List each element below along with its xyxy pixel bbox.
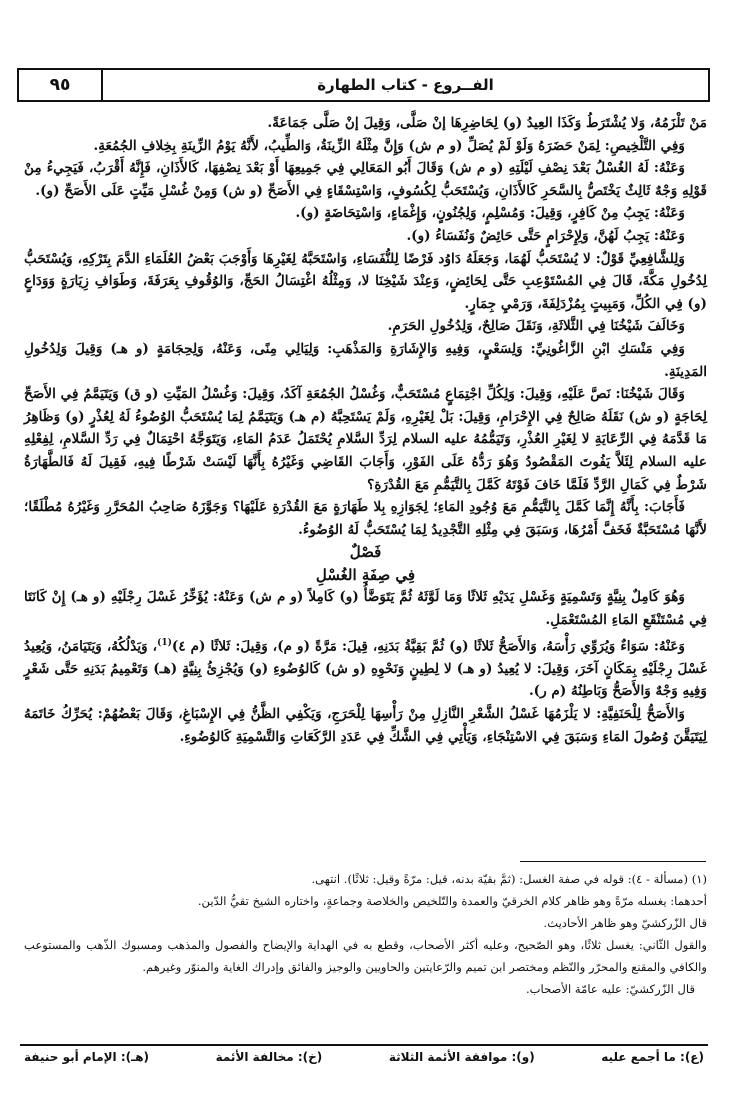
footnotes — [24, 868, 707, 1000]
page-header — [17, 68, 710, 102]
legend-item: (خ): مخالفة الأئمة — [215, 1050, 323, 1064]
footnote-line: أحدهما: يغسله مرّةً وهو ظاهر كلام الخرقيّ والعمدة والتّلخيص والخلاصة وجماعةٍ، واختاره الشيخ تقيُّ الدّين. — [197, 894, 707, 908]
paragraph: وَعَنْهُ: يَجِبُ مِنْ كَافِرٍ، وَقِيلَ: وَمُسْلِمٍ، وَلِجُنُونٍ، وَإِغْمَاءٍ، وَاسْتِحَاضَةٍ (و). — [295, 205, 685, 222]
paragraph-text: وَعَنْهُ: سَوَاءٌ وَيُرَوِّي رَأْسَهُ، وَالأَصَحُّ ثَلاثًا (و) ثُمَّ بَقِيَّةُ بَدَنِهِ، قِيلَ: مَرَّةً (و م)، وَقِيلَ: ثَلاثًا (م ٤) — [171, 638, 685, 655]
paragraph: وَخَالَفَ شَيْخُنَا فِي الثَّلاثَةِ، وَنَقَلَ صَالِحٌ، وَلِدُخُولِ الحَرَمِ. — [387, 318, 685, 335]
footnote-line: قال الزّركشيّ: عليه عامّة الأصحاب. — [525, 982, 695, 996]
paragraph: وَقَالَ شَيْخُنَا: نَصَّ عَلَيْهِ، وَقِيلَ: وَلِكُلِّ اجْتِمَاعٍ مُسْتَحَبٌّ، وَغُسْلُ الجُمُعَةِ آكَدُ، وَقِيلَ: وَغُسْلُ المَيِّتِ (و ق) وَيَتَيَمَّمُ فِي الأَصَحِّ لِحَاجَةٍ (و ش) نَقَلَهُ صَالِحٌ فِي الإِحْرَامِ، وَقِيلَ: بَلْ لِغَيْرِهِ، وَلَمْ يَسْتَحِبَّهُ (م هـ) وَيَتَيَمَّمُ لِمَا يُسْتَحَبُّ الوُضُوءُ لَهُ لِعُذْرٍ (و) وَظَاهِرُ مَا قَدَّمَهُ فِي الرِّعَايَةِ لا لِغَيْرِ العُذْرِ، وَتَيَمُّمُهُ عليه السلام لِرَدِّ السَّلامِ يُحْتَمَلُ عَدَمُ المَاءِ، وَيَتَوَجَّهُ احْتِمَالٌ فِي رَدِّ السَّلامِ، لِفِعْلِهِ عليه السلام لِئَلاَّ يَفُوتَ المَقْصُودُ وَهُوَ رَدُّهُ عَلَى الفَوْرِ، وَأَجَابَ القَاضِي وَغَيْرُهُ بِأَنَّهَا لَيْسَتْ شَرْطًا فِيهِ، فَقِيلَ لَهُ فَالطَّهَارَةُ شَرْطٌ فِي كَمَالِ الرَّدِّ فَلَمَّا خَافَ فَوْتَهُ كَمَّلَ بِالتَّيَمُّمِ مَعَ القُدْرَةِ؟ — [24, 386, 707, 493]
footnote-line: (١) (مسألة - ٤): قوله في صفة الغسل: (ثمَّ بقيّة بدنه، قيل: مرّةً وقيل: ثلاثًا). انتهى. — [311, 872, 707, 886]
footer-rule — [20, 1044, 708, 1046]
main-text — [24, 112, 707, 748]
paragraph: وَلِلشَّافِعِيِّ قَوْلٌ: لا يُسْتَحَبُّ لَهُمَا، وَجَعَلَهُ دَاوُد فَرْضًا لِلنُّفَسَاءِ، وَاسْتَحَبَّهُ لِغَيْرِهَا وَأَوْجَبَ بَعْضُ العُلَمَاءِ الدَّمَ بِتَرْكِهِ، وَيُسْتَحَبُّ لِدُخُولِ مَكَّةَ، قَالَ فِي المُسْتَوْعِبِ حَتَّى لِحَائِضٍ، وَعِنْدَ شَيْخِنَا لا، وَمِثْلُهُ اغْتِسَالُ الحَجِّ، وَالوُقُوفِ بِعَرَفَةَ، وَطَوَافِ زِيَارَةٍ وَوَدَاعٍ (و) فِي الكُلِّ، وَمَبِيتٍ بِمُزْدَلِفَةَ، وَرَمْيِ جِمَارٍ. — [24, 250, 707, 312]
paragraph: فَأَجَابَ: بِأَنَّهُ إِنَّمَا كَمَّلَ بِالتَّيَمُّمِ مَعَ وُجُودِ المَاءِ؛ لِجَوَازِهِ بِلا طَهَارَةٍ مَعَ القُدْرَةِ عَلَيْهَا؟ وَجَوَّزَهُ صَاحِبُ المُحَرَّرِ وَغَيْرُهُ مُطْلَقًا؛ لأَنَّهَا مُسْتَحَبَّةٌ فَخَفَّ أَمْرُهَا، وَسَبَقَ فِي مِثْلِهِ التَّجْدِيدُ لِمَا يُسْتَحَبُّ لَهُ الوُضُوءُ. — [24, 499, 707, 538]
paragraph: وَعَنْهُ: يَجِبُ لَهُنَّ، وَلِإِحْرَامٍ حَتَّى حَائِضٌ وَنُفَسَاءُ (و). — [406, 227, 685, 244]
footnote-line: والقول الثّاني: يغسل ثلاثًا، وهو الصّحيح، وعليه أكثر الأصحاب، وقطع به في الهداية والإيضاح والفصول والمذهب ومسبوك الذّهب والمستوعب والكافي والمقنع والمحرّر والنّظم ومختصر ابن تميم والرّعايتين والحاويين والوجيز والفائق وإدراك الغاية والمنوّر وغيرهم. — [24, 938, 707, 974]
page-number: ٩٥ — [19, 70, 103, 100]
section-subheading: فِي صِفَةِ الغُسْلِ — [315, 565, 416, 584]
footnote-ref[interactable]: (1) — [157, 637, 172, 648]
section-heading: فَصْلٌ — [349, 543, 382, 562]
footnote-line: قال الزّركشيّ وهو ظاهر الأحاديث. — [543, 916, 707, 930]
paragraph: مَنْ تَلْزَمُهُ، وَلا يُشْتَرَطُ وَكَذَا العِيدُ (و) لِحَاضِرِهَا إنْ صَلَّى، وَقِيلَ إنْ صَلَّى جَمَاعَةً. — [267, 115, 707, 131]
paragraph — [24, 632, 707, 703]
legend-item: (هـ): الإمام أبو حنيفة — [24, 1050, 150, 1064]
legend-item: (و): موافقة الأئمة الثلاثة — [388, 1050, 535, 1064]
paragraph: وَهُوَ كَامِلٌ بِنِيَّةٍ وَتَسْمِيَةٍ وَغَسْلِ يَدَيْهِ ثَلاثًا وَمَا لَوَّثَهُ ثُمَّ يَتَوَضَّأُ (و) كَامِلاً (و م ش) وَعَنْهُ: يُؤَخِّرُ غَسْلَ رِجْلَيْهِ (و هـ) إِنْ كَانَتَا فِي مُسْتَنْقَعِ المَاءِ المُسْتَعْمَلِ. — [24, 589, 707, 629]
paragraph: وَفِي مَنْسَكِ ابْنِ الزَّاغُونِيِّ: وَلِسَعْيٍ، وَفِيهِ وَالإِشَارَةِ وَالمَذْهَبِ: وَلِيَالِي مِنًى، وَعَنْهُ، وَلِحِجَامَةٍ (و هـ) وَقِيلَ وَلِدُخُولِ المَدِينَةِ. — [24, 340, 707, 380]
running-title: الفــروع - كتاب الطهارة — [317, 76, 494, 94]
paragraph: وَعَنْهُ: لَهُ الغُسْلُ بَعْدَ نِصْفِ لَيْلَتِهِ (و م ش) وَقَالَ أَبُو المَعَالِي فِي جَمِيعِهَا أَوْ بَعْدَ نِصْفِهَا، كَالأَذَانِ، فَإِنَّهُ أَقْرَبُ، فَيَجِيءُ مِنْ قَوْلِهِ وَجْهٌ ثَالِثٌ يَخْتَصُّ بِالسَّحَرِ كَالأَذَانِ، وَيُسْتَحَبُّ لِكُسُوفٍ، وَاسْتِسْقَاءٍ فِي الأَصَحِّ (و ش) وَمِنْ غُسْلِ مَيِّتٍ عَلَى الأَصَحِّ (و). — [24, 160, 707, 199]
legend-item: (ع): ما أجمع عليه — [601, 1050, 704, 1064]
paragraph: وَفِي التَّلْخِيصِ: لِمَنْ حَضَرَهُ وَلَوْ لَمْ يُصَلِّ (و م ش) وَإِنَّ مِثْلَهُ الزِّينَةُ، وَالطِّيبُ، لأَنَّهُ يَوْمُ الزِّينَةِ بِخِلافِ الجُمُعَةِ. — [93, 137, 685, 154]
footnote-separator — [520, 861, 706, 862]
abbreviation-legend — [24, 1050, 704, 1064]
paragraph: وَالأَصَحُّ لِلْحَنَفِيَّةِ: لا يَلْزَمُهَا غَسْلُ الشَّعْرِ النَّازِلِ مِنْ رَأْسِهَا لِلْحَرَجِ، وَيَكْفِي الظَّنُّ فِي الإِسْبَاغِ، وَقَالَ بَعْضُهُمْ: يُحَرِّكُ خَاتَمَهُ لِيَتَيَقَّنَ وُصُولَ المَاءِ وَسَبَقَ فِي الاسْتِنْجَاءِ، وَيَأْتِي فِي الشَّكِّ فِي عَدَدِ الرَّكَعَاتِ وَالتَّسْمِيَةِ كَالوُضُوءِ. — [24, 705, 707, 745]
paragraph-text: ، وَيَدْلُكُهُ، وَيَتَيَامَنُ، وَيُعِيدُ غَسْلَ رِجْلَيْهِ بِمَكَانٍ آخَرَ، وَقِيلَ: لا يُعِيدُ (و هـ) لا لِطِينٍ وَنَحْوِهِ (و ش) كَالوُضُوءِ (و) وَيُجْزِئُ بِنِيَّةٍ (هـ) وَتَعْمِيمُ بَدَنِهِ حَتَّى شَعْرٍ وَفِيهِ وَجْهٌ وَالأَصَحُّ وَبَاطِنُهُ (م ر). — [24, 638, 707, 700]
